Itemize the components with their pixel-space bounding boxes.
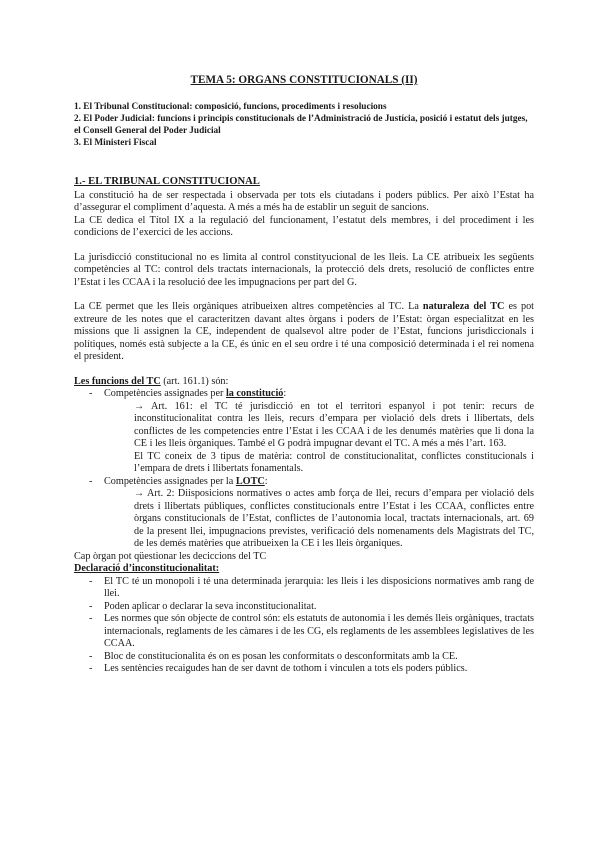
funcions-heading xyxy=(74,376,534,389)
list-item: - El TC té un monopoli i té una determinada jerarquia: les lleis i les disposicions normatives amb rang de llei. xyxy=(74,576,534,601)
toc-item-1: 1. El Tribunal Constitucional: composició, funcions, procediments i resolucions xyxy=(74,101,387,112)
item2-label: Competències assignades per la xyxy=(104,475,236,487)
funcions-heading-bold: Les funcions del TC xyxy=(74,375,161,387)
page-title: TEMA 5: ORGANS CONSTITUCIONALS (II) xyxy=(190,74,418,86)
item1-colon: : xyxy=(283,388,287,400)
p4-text-before: La CE permet que les lleis orgàniques atribueixen altres competències al TC. La xyxy=(74,301,423,313)
toc-item-3: 3. El Ministeri Fiscal xyxy=(74,138,157,149)
declaracio-list xyxy=(74,576,534,676)
item2-bold: LOTC xyxy=(235,475,265,487)
toc-item-2: 2. El Poder Judicial: funcions i principis constitucionals de l’Administració de Justícia, posició i estatut dels jutges, el Consell General del Poder Judicial xyxy=(74,113,528,136)
list-item: - Poden aplicar o declarar la seva inconstitucionalitat. xyxy=(74,601,534,614)
declaracio-heading-bold: Declaració d’inconstitucionalitat: xyxy=(74,563,220,575)
item2-colon: : xyxy=(264,475,268,487)
section-heading-tc: 1.- EL TRIBUNAL CONSTITUCIONAL xyxy=(74,176,260,188)
p4-bold: naturaleza del TC xyxy=(422,301,505,313)
funcions-list xyxy=(74,388,534,551)
list-item: - Les normes que són objecte de control són: els estatuts de autonomia i les demés lleis orgàniques, tractats internacionals, reglaments de les càmares i de les CG, els reglaments de les assemblees legislatives de les CCAA. xyxy=(74,613,534,651)
item1-text: → Art. 161: el TC té jurisdicció en tot el territori espanyol i pot tenir: recurs de inconstitucionalitat contra les lleis, recurs d’empara per violació dels drets i llibertats, dels conflictes de les competencies entre l’Estat i les CCAA i de les denumés matèries que li dona la CE i les lleis òrganiques. També el G podrà impugnar devant el TC. A més a més l’art. 163. xyxy=(134,400,534,450)
paragraph-2: La CE dedica el Títol IX a la regulació del funcionament, l’estatut dels membres, i del procediment i les condicions de l’exercici de les accions. xyxy=(74,214,534,239)
list-item xyxy=(74,476,534,551)
paragraph-1: La constitució ha de ser respectada i observada per tots els ciutadans i poders públics. Per això l’Estat ha d’assegurar el compliment d’aquesta. A més a més ha de establir un seguit de sancions. xyxy=(74,189,534,214)
item2-text: → Art. 2: Diisposicions normatives o actes amb força de llei, recurs d’empara per violació dels drets i llibertats públiques, conflictes constitucionals entre l’Estat i les CCAA, conflictes entre òrgans constitucionals de l’Estat, conflictes de l’autonomia local, tractats internacionals, art. 69 de la present llei, impugnacions previstes, verificació dels nomenaments dels Magistrats del TC, de les demés matèries que atribueixen la CE i les lleis òrganiques. xyxy=(134,488,534,550)
item2-detail xyxy=(104,488,534,551)
list-item: - Les sentències recaigudes han de ser davnt de tothom i vinculen a tots els poders públics. xyxy=(74,663,534,676)
paragraph-3: La jurisdicció constitucional no es limita al control constityucional de les lleis. La CE atribueix les següents competències al TC: control dels tractats internacionals, la protecció dels drets, resolució de conflictes entre l’Estat i les CCAA i la resolució dee les impugnacions per part del G. xyxy=(74,251,534,288)
item1-text2: El TC coneix de 3 tipus de matèria: control de constitucionalitat, conflictes constitucionals i l’empara de drets i llibertats fonamentals. xyxy=(134,450,534,475)
p4-text-after: es pot extreure de les notes que el caracteritzen davant altes òrgans i poders de l’Estat: òrgan especialitzat en les missions que li assignen la CE, independent de qualsevol altre poder de l’Estat, funcions jurisdiccionals i polítiques, només està subjecte a la CE, és únic en el seu ordre i té una composició determinada i el rei nomena el president. xyxy=(74,301,534,363)
item1-label: Competències assignades per xyxy=(104,388,226,400)
list-item: - Bloc de constitucionalita és on es posan les conformitats o desconformitats amb la CE. xyxy=(74,651,534,664)
item1-bold: la constitució xyxy=(225,388,284,400)
funcions-after: Cap òrgan pot qüestionar les deciccions del TC xyxy=(74,550,267,562)
paragraph-4 xyxy=(74,301,534,364)
list-item xyxy=(74,388,534,476)
funcions-heading-rest: (art. 161.1) són: xyxy=(160,375,229,387)
declaracio-heading xyxy=(74,563,534,576)
item1-detail xyxy=(104,401,534,476)
table-of-contents xyxy=(74,101,534,150)
